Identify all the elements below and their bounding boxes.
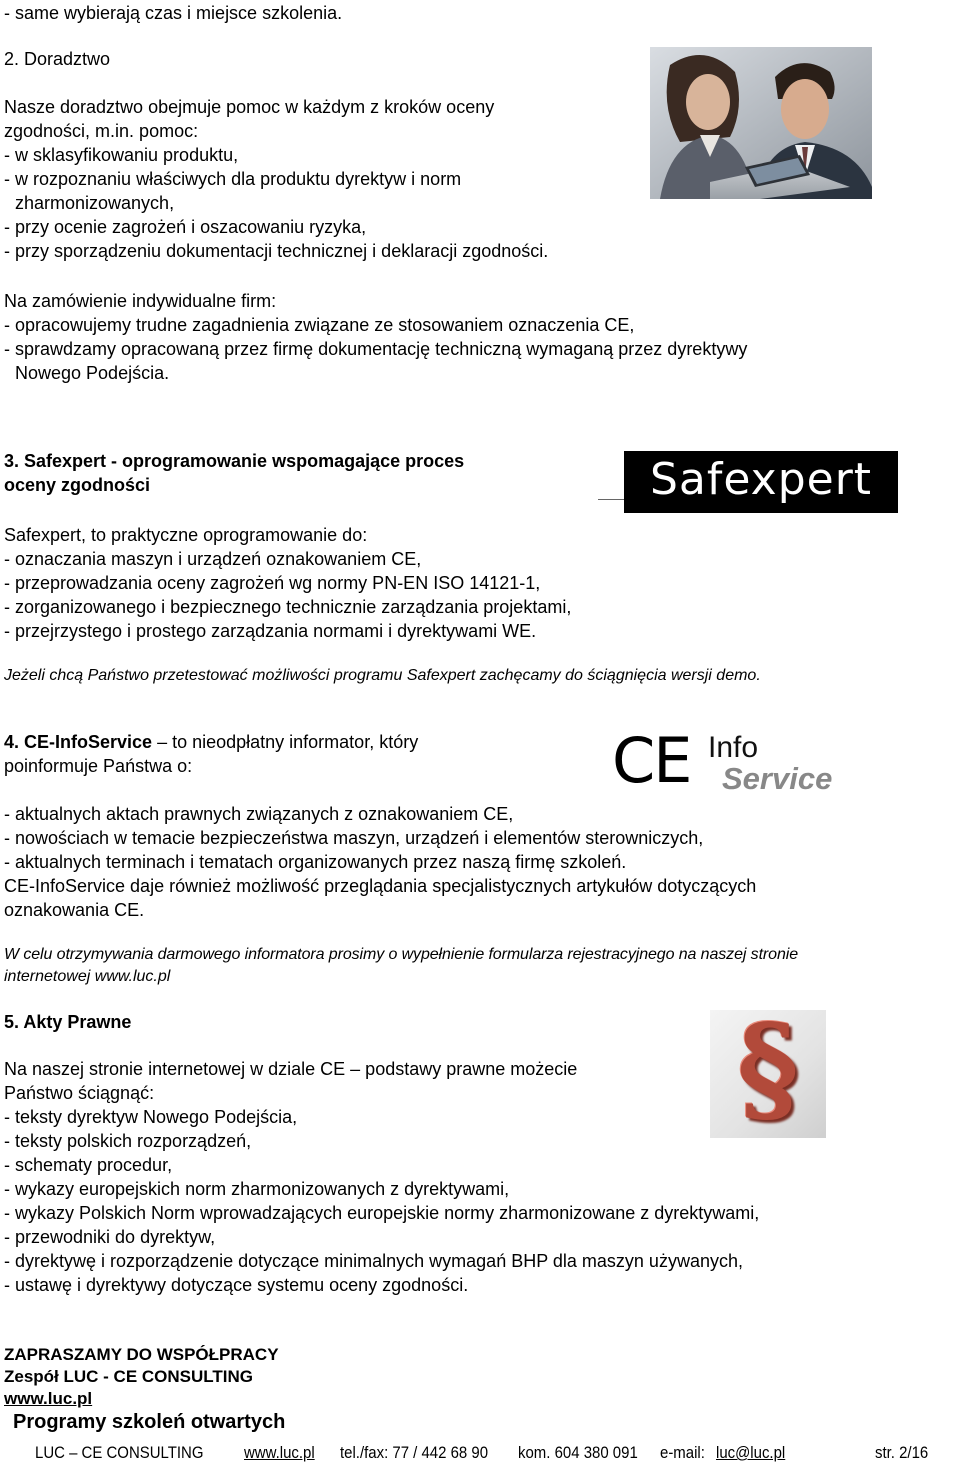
section2-line: - w rozpoznaniu właściwych dla produktu dyrektyw i norm <box>4 169 462 189</box>
section2-line: zharmonizowanych, <box>15 193 175 213</box>
newsletter-note: internetowej www.luc.pl <box>4 968 171 985</box>
section3-line: - przejrzystego i prostego zarządzania normami i dyrektywami WE. <box>4 621 537 641</box>
safexpert-logo <box>598 451 898 513</box>
section4-heading-bold: 4. CE-InfoService <box>4 732 153 752</box>
section3-heading: oceny zgodności <box>4 475 151 495</box>
section2-line: - w sklasyfikowaniu produktu, <box>4 145 239 165</box>
paragraph-symbol: § <box>737 998 799 1137</box>
ce-mark: CE <box>612 724 691 797</box>
closing-team: Zespół LUC - CE CONSULTING <box>4 1367 254 1386</box>
safexpert-logo-text: Safexpert <box>624 451 898 513</box>
section3-line: Safexpert, to praktyczne oprogramowanie do: <box>4 525 368 545</box>
order-line: Na zamówienie indywidualne firm: <box>4 291 277 311</box>
logo-info-text: Info <box>708 731 759 764</box>
section3-line: - zorganizowanego i bezpiecznego technicznie zarządzania projektami, <box>4 597 572 617</box>
section4-line: CE-InfoService daje również możliwość przeglądania specjalistycznych artykułów dotyczących <box>4 876 757 896</box>
section5-line: - teksty polskich rozporządzeń, <box>4 1131 252 1151</box>
section5-line: Państwo ściągnąć: <box>4 1083 155 1103</box>
section5-heading: 5. Akty Prawne <box>4 1012 132 1032</box>
section4-line: oznakowania CE. <box>4 900 145 920</box>
section2-line: - przy sporządzeniu dokumentacji technicznej i deklaracji zgodności. <box>4 241 549 261</box>
section5-line: - schematy procedur, <box>4 1155 173 1175</box>
next-section-heading: Programy szkoleń otwartych <box>13 1411 286 1433</box>
footer-email-link[interactable]: luc@luc.pl <box>716 1443 786 1462</box>
section5-line: Na naszej stronie internetowej w dziale CE – podstawy prawne możecie <box>4 1059 578 1079</box>
section5-line: - wykazy Polskich Norm wprowadzających europejskie normy zharmonizowane z dyrektywami, <box>4 1203 760 1223</box>
footer-page-number: str. 2/16 <box>875 1443 929 1462</box>
section2-line: zgodności, m.in. pomoc: <box>4 121 199 141</box>
order-line: - opracowujemy trudne zagadnienia związane ze stosowaniem oznaczenia CE, <box>4 315 635 335</box>
section4-line: - aktualnych aktach prawnych związanych z oznakowaniem CE, <box>4 804 514 824</box>
section5-line: - przewodniki do dyrektyw, <box>4 1227 216 1247</box>
demo-note: Jeżeli chcą Państwo przetestować możliwości programu Safexpert zachęcamy do ściągnięcia wersji demo. <box>4 667 761 684</box>
footer-company: LUC – CE CONSULTING <box>35 1443 204 1462</box>
section3-line: - oznaczania maszyn i urządzeń oznakowaniem CE, <box>4 549 422 569</box>
consultants-photo <box>650 47 872 199</box>
closing-invite: ZAPRASZAMY DO WSPÓŁPRACY <box>4 1345 279 1364</box>
newsletter-note: W celu otrzymywania darmowego informatora prosimy o wypełnienie formularza rejestracyjnego na naszej stronie <box>4 946 798 963</box>
paragraph-symbol-image <box>710 998 826 1138</box>
section5-line: - dyrektywę i rozporządzenie dotyczące minimalnych wymagań BHP dla maszyn używanych, <box>4 1251 743 1271</box>
section5-line: - ustawę i dyrektywy dotyczące systemu oceny zgodności. <box>4 1275 469 1295</box>
footer-website-link[interactable]: www.luc.pl <box>244 1443 315 1462</box>
section4-heading-rest: – to nieodpłatny informator, który <box>152 732 419 752</box>
footer-mobile: kom. 604 380 091 <box>518 1443 638 1462</box>
section4-subheading: poinformuje Państwa o: <box>4 756 193 776</box>
order-line: - sprawdzamy opracowaną przez firmę dokumentację techniczną wymaganą przez dyrektywy <box>4 339 748 359</box>
logo-service-text: Service <box>722 761 833 796</box>
section4-line: - aktualnych terminach i tematach organizowanych przez naszą firmę szkoleń. <box>4 852 627 872</box>
section2-heading: 2. Doradztwo <box>4 49 111 69</box>
section5-line: - teksty dyrektyw Nowego Podejścia, <box>4 1107 298 1127</box>
footer-email-label: e-mail: <box>660 1443 705 1462</box>
footer-phone: tel./fax: 77 / 442 68 90 <box>340 1443 489 1462</box>
page-footer <box>0 1443 960 1467</box>
intro-line: - same wybierają czas i miejsce szkolenia. <box>4 3 343 23</box>
section4-heading <box>4 731 418 753</box>
section3-line: - przeprowadzania oceny zagrożeń wg normy PN-EN ISO 14121-1, <box>4 573 541 593</box>
order-line: Nowego Podejścia. <box>15 363 170 383</box>
ce-infoservice-logo <box>612 724 857 798</box>
section2-line: - przy ocenie zagrożeń i oszacowaniu ryzyka, <box>4 217 367 237</box>
section4-line: - nowościach w temacie bezpieczeństwa maszyn, urządzeń i elementów sterowniczych, <box>4 828 704 848</box>
closing-website-link[interactable]: www.luc.pl <box>4 1389 93 1408</box>
section3-heading: 3. Safexpert - oprogramowanie wspomagające proces <box>4 451 465 471</box>
section5-line: - wykazy europejskich norm zharmonizowanych z dyrektywami, <box>4 1179 510 1199</box>
section2-line: Nasze doradztwo obejmuje pomoc w każdym z kroków oceny <box>4 97 495 117</box>
